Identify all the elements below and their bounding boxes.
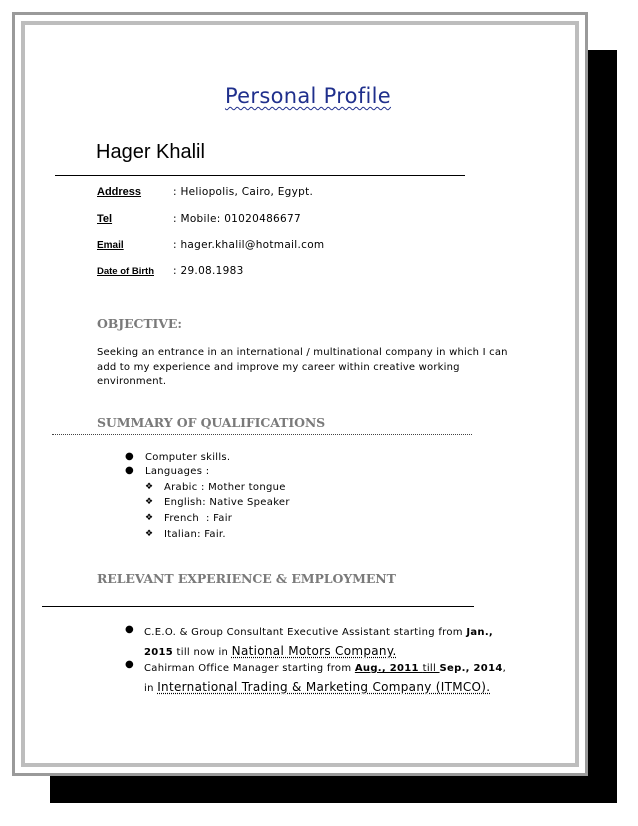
email-value: : hager.khalil@hotmail.com xyxy=(173,239,325,251)
qualification-item: Computer skills. xyxy=(145,452,231,463)
bullet-icon: ● xyxy=(125,624,134,635)
dob-value: : 29.08.1983 xyxy=(173,265,244,277)
language-item: English: Native Speaker xyxy=(164,497,290,508)
language-item: Arabic : Mother tongue xyxy=(164,482,286,493)
experience-text: till now in xyxy=(173,647,232,658)
experience-text: , xyxy=(502,663,507,674)
experience-text: till xyxy=(422,663,440,674)
language-item: Italian: Fair. xyxy=(164,529,226,540)
diamond-bullet-icon: ❖ xyxy=(145,497,154,507)
name-divider xyxy=(55,175,465,176)
experience-heading: RELEVANT EXPERIENCE & EMPLOYMENT xyxy=(97,571,396,586)
experience-text: C.E.O. & Group Consultant Executive Assistant starting from xyxy=(144,627,467,638)
tel-value: : Mobile: 01020486677 xyxy=(173,213,301,225)
tel-label: Tel xyxy=(97,213,113,225)
experience-divider xyxy=(42,606,474,607)
language-item: French : Fair xyxy=(164,513,233,524)
dob-label: Date of Birth xyxy=(97,266,154,277)
start-date: Aug., 2011 xyxy=(354,663,423,674)
objective-heading: OBJECTIVE: xyxy=(97,316,182,331)
diamond-bullet-icon: ❖ xyxy=(145,513,154,523)
diamond-bullet-icon: ❖ xyxy=(145,482,154,492)
address-value: : Heliopolis, Cairo, Egypt. xyxy=(173,186,314,198)
email-label: Email xyxy=(97,240,124,251)
document-title: Personal Profile xyxy=(224,84,392,108)
experience-text: Cahirman Office Manager starting from xyxy=(144,663,355,674)
person-name: Hager Khalil xyxy=(96,141,205,163)
objective-text: Seeking an entrance in an international / multinational company in which I can add to my experience and improve my career within creative working environment. xyxy=(97,347,508,387)
experience-item xyxy=(144,624,524,662)
company-name: National Motors Company. xyxy=(231,644,397,658)
page-shadow-bottom xyxy=(50,776,617,803)
diamond-bullet-icon: ❖ xyxy=(145,529,154,539)
bullet-icon: ● xyxy=(125,659,134,670)
experience-item xyxy=(144,659,524,698)
bullet-icon: ● xyxy=(125,465,134,476)
company-name: International Trading & Marketing Company (ITMCO). xyxy=(157,680,491,694)
qualification-item: Languages : xyxy=(145,466,210,477)
address-label: Address xyxy=(97,186,142,198)
experience-text: in xyxy=(144,683,158,694)
page-shadow-right xyxy=(588,50,617,803)
bullet-icon: ● xyxy=(125,451,134,462)
qualifications-divider xyxy=(52,434,472,435)
end-date: Sep., 2014 xyxy=(439,663,503,674)
start-date: Jan., 2015 xyxy=(144,627,494,658)
qualifications-heading: SUMMARY OF QUALIFICATIONS xyxy=(97,415,326,430)
